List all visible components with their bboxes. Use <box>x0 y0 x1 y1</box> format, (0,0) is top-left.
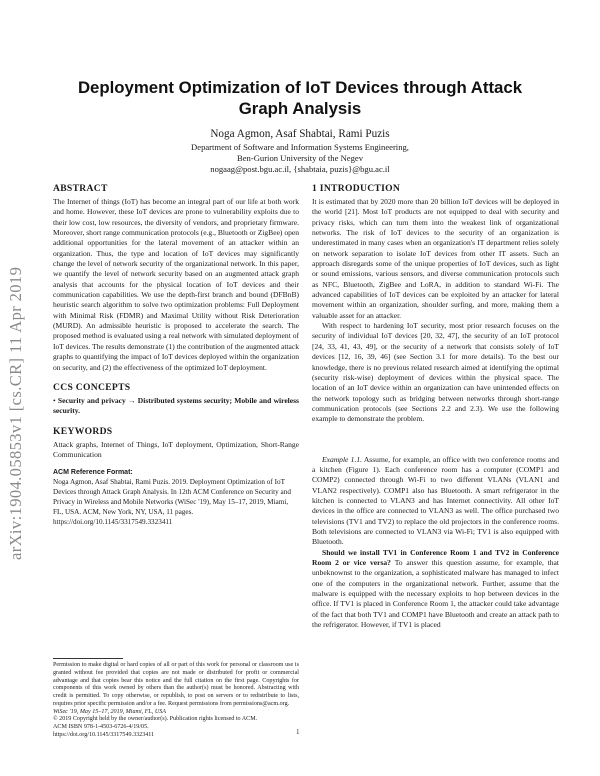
example-paragraph <box>312 455 559 548</box>
intro-paragraph-2: With respect to hardening IoT security, most prior research focuses on the security of individual IoT devices [20, 32, 47], the security of an IoT protocol [24, 33, 41, 43, 49], or the security of a network that consists solely of IoT devices [12, 16, 39, 46] (see Section 3.1 for more details). To the best our knowledge, there is no previous related research aimed at identifying the optimal (security risk-wise) deployment of devices within the physical space. The location of an IoT device within an organization can have unintended effects on the network topology such as bridging between networks through short-range communication protocols (see Sections 2.2 and 2.3). We use the following example to demonstrate the problem. <box>312 321 559 424</box>
permission-venue: WiSec '19, May 15–17, 2019, Miami, FL, USA <box>53 708 167 715</box>
intro-paragraph-3: To answer this question assume, for example, that unbeknownst to the organization, a sophisticated malware has managed to infect one of the computers in the organizational network. Further, assume that the malware is equipped with the necessary exploits to hop between devices in the office. If TV1 is placed in Conference Room 1, the attacker could take advantage of the fact that both TV1 and COMP1 have Bluetooth and create an attack path to the refrigerator. However, if TV1 is placed <box>312 558 559 630</box>
ccs-heading: CCS CONCEPTS <box>53 381 131 393</box>
left-column <box>53 183 299 528</box>
title-line-1: Deployment Optimization of IoT Devices through Attack <box>77 78 523 97</box>
example-label: Example 1.1. <box>322 454 362 464</box>
affiliation-line-1: Department of Software and Information Systems Engineering, <box>191 142 409 152</box>
abstract-text: The Internet of things (IoT) has become an integral part of our life at both work and home. However, these IoT devices are prone to vulnerability exploits due to their low cost, low resources, the diversity of vendors, and proprietary firmware. Moreover, short range communication protocols (e.g., Bluetooth or ZigBee) open additional opportunities for the lateral movement of an attacker within an organization. Thus, the type and location of IoT devices may significantly change the level of network security of the organizational network. In this paper, we quantify the level of network security based on an augmented attack graph analysis that accounts for the physical location of IoT devices and their communication capabilities. We use the depth-first branch and bound (DFBnB) heuristic search algorithm to solve two optimization problems: Full Deployment with Minimal Risk (FDMR) and Maximal Utility without Risk Deterioration (MURD). An admissible heuristic is proposed to accelerate the search. The proposed method is evaluated using a real network with simulated deployment of IoT devices. The results demonstrate (1) the contribution of the augmented attack graphs to quantifying the impact of IoT devices deployed within the organization on security, and (2) the effectiveness of the optimized IoT deployment. <box>53 197 299 372</box>
permission-isbn: ACM ISBN 978-1-4503-6726-4/19/05. <box>53 724 149 730</box>
affiliation-line-2: Ben-Gurion University of the Negev <box>236 153 363 164</box>
affiliation <box>60 142 540 176</box>
intro-heading: 1 INTRODUCTION <box>312 183 401 194</box>
page-number: 1 <box>296 728 300 736</box>
permission-doi[interactable]: https://doi.org/10.1145/3317549.3323411 <box>53 731 155 738</box>
paper-title <box>60 77 540 119</box>
footnote-rule <box>53 658 123 659</box>
right-column <box>312 183 559 630</box>
abstract-heading: ABSTRACT <box>53 183 108 194</box>
ccs-concepts <box>53 396 299 417</box>
acm-ref-text: Noga Agmon, Asaf Shabtai, Rami Puzis. 2019. Deployment Optimization of IoT Devices through Attack Graph Analysis. In 12th ACM Conference on Security and Privacy in Wireless and Mobile Networks (WiSec '19), May 15–17, 2019, Miami, FL, USA. ACM, New York, NY, USA, 11 pages. https://doi.org/10.1145/3317549.3323411 <box>53 478 291 526</box>
keywords-text: Attack graphs, Internet of Things, IoT deployment, Optimization, Short-Range Communication <box>53 439 299 459</box>
authors: Noga Agmon, Asaf Shabtai, Rami Puzis <box>210 128 390 140</box>
ccs-bullet: • <box>53 395 56 405</box>
ccs-text: Security and privacy → Distributed systems security; Mobile and wireless security. <box>53 395 299 416</box>
affiliation-emails: nogaag@post.bgu.ac.il, {shabtaia, puzis}@bgu.ac.il <box>210 164 390 175</box>
example-text: Assume, for example, an office with two conference rooms and a kitchen (Figure 1). Each conference room has a computer (COMP1 and COMP2) connected through Wi-Fi to two different VLANs (VLAN1 and VLAN2 respectively). COMP1 also has Bluetooth. A smart refrigerator in the kitchen is connected to VLAN3 and has Internet connectivity. All other IoT devices in the office are connected to VLAN3 as well. The office purchased two televisions (TV1 and TV2) to replace the old projectors in the conference rooms. Both televisions are connected to VLAN3 via Wi-Fi; TV1 is also equipped with Bluetooth. <box>312 454 559 547</box>
title-line-2: Graph Analysis <box>238 99 362 118</box>
question-text: Should we install TV1 in Conference Room 1 and TV2 in Conference Room 2 or vice versa? <box>312 547 559 567</box>
permission-block <box>53 662 299 740</box>
keywords-heading: KEYWORDS <box>53 425 113 437</box>
permission-text: Permission to make digital or hard copies of all or part of this work for personal or classroom use is granted without fee provided that copies are not made or distributed for profit or commercial advantage and that copies bear this notice and the full citation on the first page. Copyrights for components of this work owned by others than the author(s) must be honored. Abstracting with credit is permitted. To copy otherwise, or republish, to post on servers or to redistribute to lists, requires prior specific permission and/or a fee. Request permissions from permissions@acm.org. <box>53 662 299 707</box>
permission-copyright: © 2019 Copyright held by the owner/author(s). Publication rights licensed to ACM. <box>53 716 258 723</box>
question-paragraph <box>312 548 559 631</box>
arxiv-stamp: arXiv:1904.05853v1 [cs.CR] 11 Apr 2019 <box>6 266 25 560</box>
intro-paragraph-1: It is estimated that by 2020 more than 20 billion IoT devices will be deployed in the world [21]. Most IoT products are not equipped to deal with security and privacy risks, which can turn them into the weakest link of organizational networks. The risk of IoT devices to the security of an organization is underestimated in many cases when an organization's IT department relies solely on network separation to isolate IoT devices from other IT assets. Such an approach disregards some of the unique properties of IoT devices, such as light or sound emissions, various sensors, and diverse communication protocols such as NFC, Bluetooth, ZigBee and LoRA, in addition to standard Wi-Fi. The advanced capabilities of IoT devices can be exploited by an attacker for lateral movement within an organization, shoulder surfing, and more, making them a valuable asset for an attacker. <box>312 197 559 320</box>
acm-ref-heading: ACM Reference Format: <box>53 469 133 477</box>
